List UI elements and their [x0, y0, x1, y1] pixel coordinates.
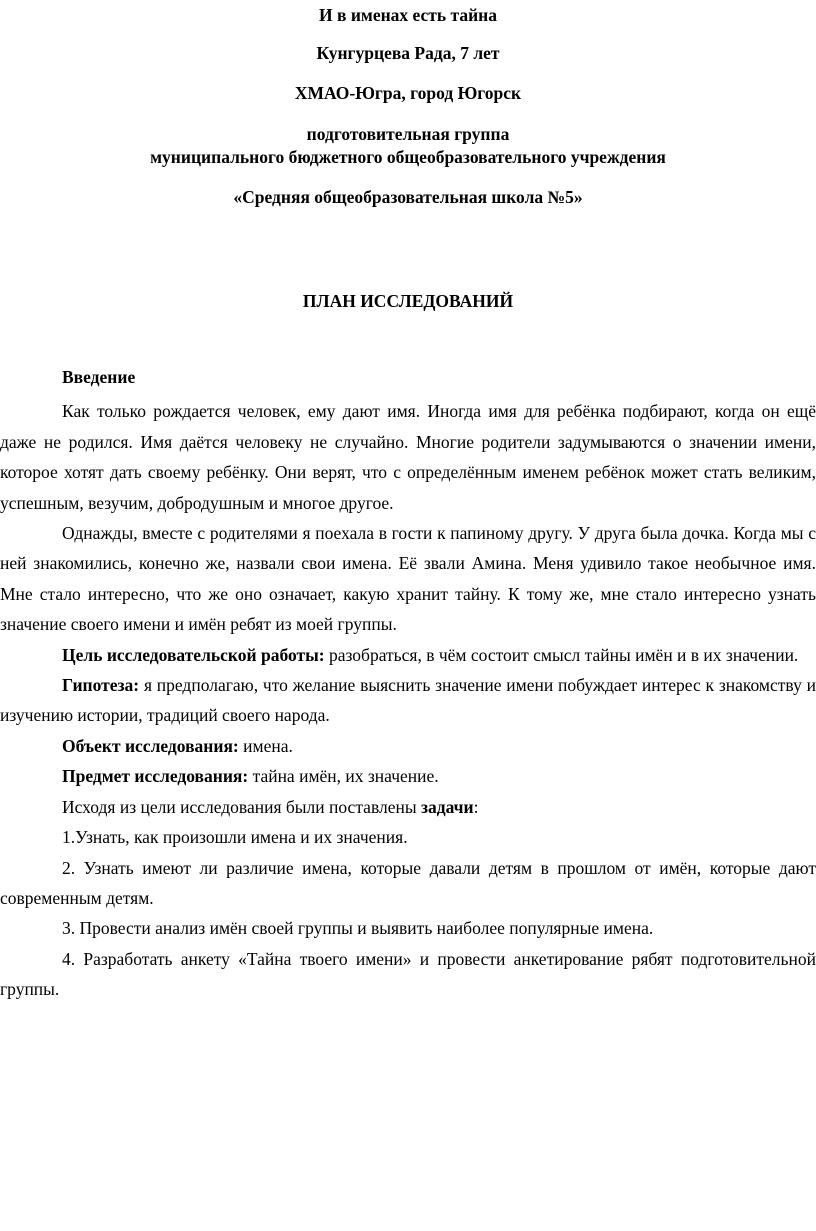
author-line: Кунгурцева Рада, 7 лет — [316, 43, 500, 63]
institution-line: муниципального бюджетного общеобразовательного учреждения — [150, 147, 666, 167]
object-label: Объект исследования: — [62, 735, 239, 756]
hypothesis-paragraph — [0, 670, 816, 731]
school-line: «Средняя общеобразовательная школа №5» — [233, 187, 583, 207]
subject-text: тайна имён, их значение. — [248, 766, 439, 787]
subject-paragraph — [0, 761, 816, 791]
goal-text: разобраться, в чём состоит смысл тайны имён и в их значении. — [324, 644, 799, 665]
document-title: И в именах есть тайна — [319, 5, 497, 25]
goal-paragraph — [0, 640, 816, 670]
tasks-intro-text: Исходя из цели исследования были поставлены — [62, 796, 421, 817]
object-paragraph — [0, 731, 816, 761]
intro-paragraph-2: Однажды, вместе с родителями я поехала в гости к папиному другу. У друга была дочка. Когда мы с ней знакомились, конечно же, назвали свои имена. Её звали Амина. Меня удивило такое необычное имя. Мне стало интересно, что же оно означает, какую хранит тайну. К тому же, мне стало интересно узнать значение своего имени и имён ребят из моей группы. — [0, 523, 816, 635]
hypothesis-text: я предполагаю, что желание выяснить значение имени побуждает интерес к знакомству и изучению истории, традиций своего народа. — [0, 675, 816, 726]
document-body — [0, 362, 816, 1005]
task-item: 2. Узнать имеют ли различие имена, которые давали детям в прошлом от имён, которые дают современным детям. — [0, 857, 816, 908]
subject-label: Предмет исследования: — [62, 766, 249, 787]
task-item: 4. Разработать анкету «Тайна твоего имени» и провести анкетирование рябят подготовительной группы. — [0, 948, 816, 1000]
goal-label: Цель исследовательской работы: — [62, 644, 325, 665]
intro-paragraph-1: Как только рождается человек, ему дают имя. Иногда имя для ребёнка подбирают, когда он ещё даже не родился. Имя даётся человеку не случайно. Многие родители задумываются о значении имени, которое хотят дать своему ребёнку. Они верят, что с определённым именем ребёнок может стать великим, успешным, везучим, добродушным и многое другое. — [0, 401, 816, 513]
location-line: ХМАО-Югра, город Югорск — [294, 83, 522, 103]
object-text: имена. — [238, 735, 293, 756]
tasks-label: задачи — [420, 796, 474, 817]
hypothesis-label: Гипотеза: — [62, 675, 140, 696]
plan-title: ПЛАН ИССЛЕДОВАНИЙ — [302, 291, 514, 311]
intro-heading: Введение — [62, 367, 136, 387]
task-item: 3. Провести анализ имён своей группы и выявить наиболее популярные имена. — [62, 918, 654, 939]
task-item: 1.Узнать, как произошли имена и их значения. — [62, 827, 408, 848]
tasks-intro — [0, 792, 816, 822]
tasks-colon: : — [473, 796, 479, 817]
group-line: подготовительная группа — [306, 124, 510, 144]
